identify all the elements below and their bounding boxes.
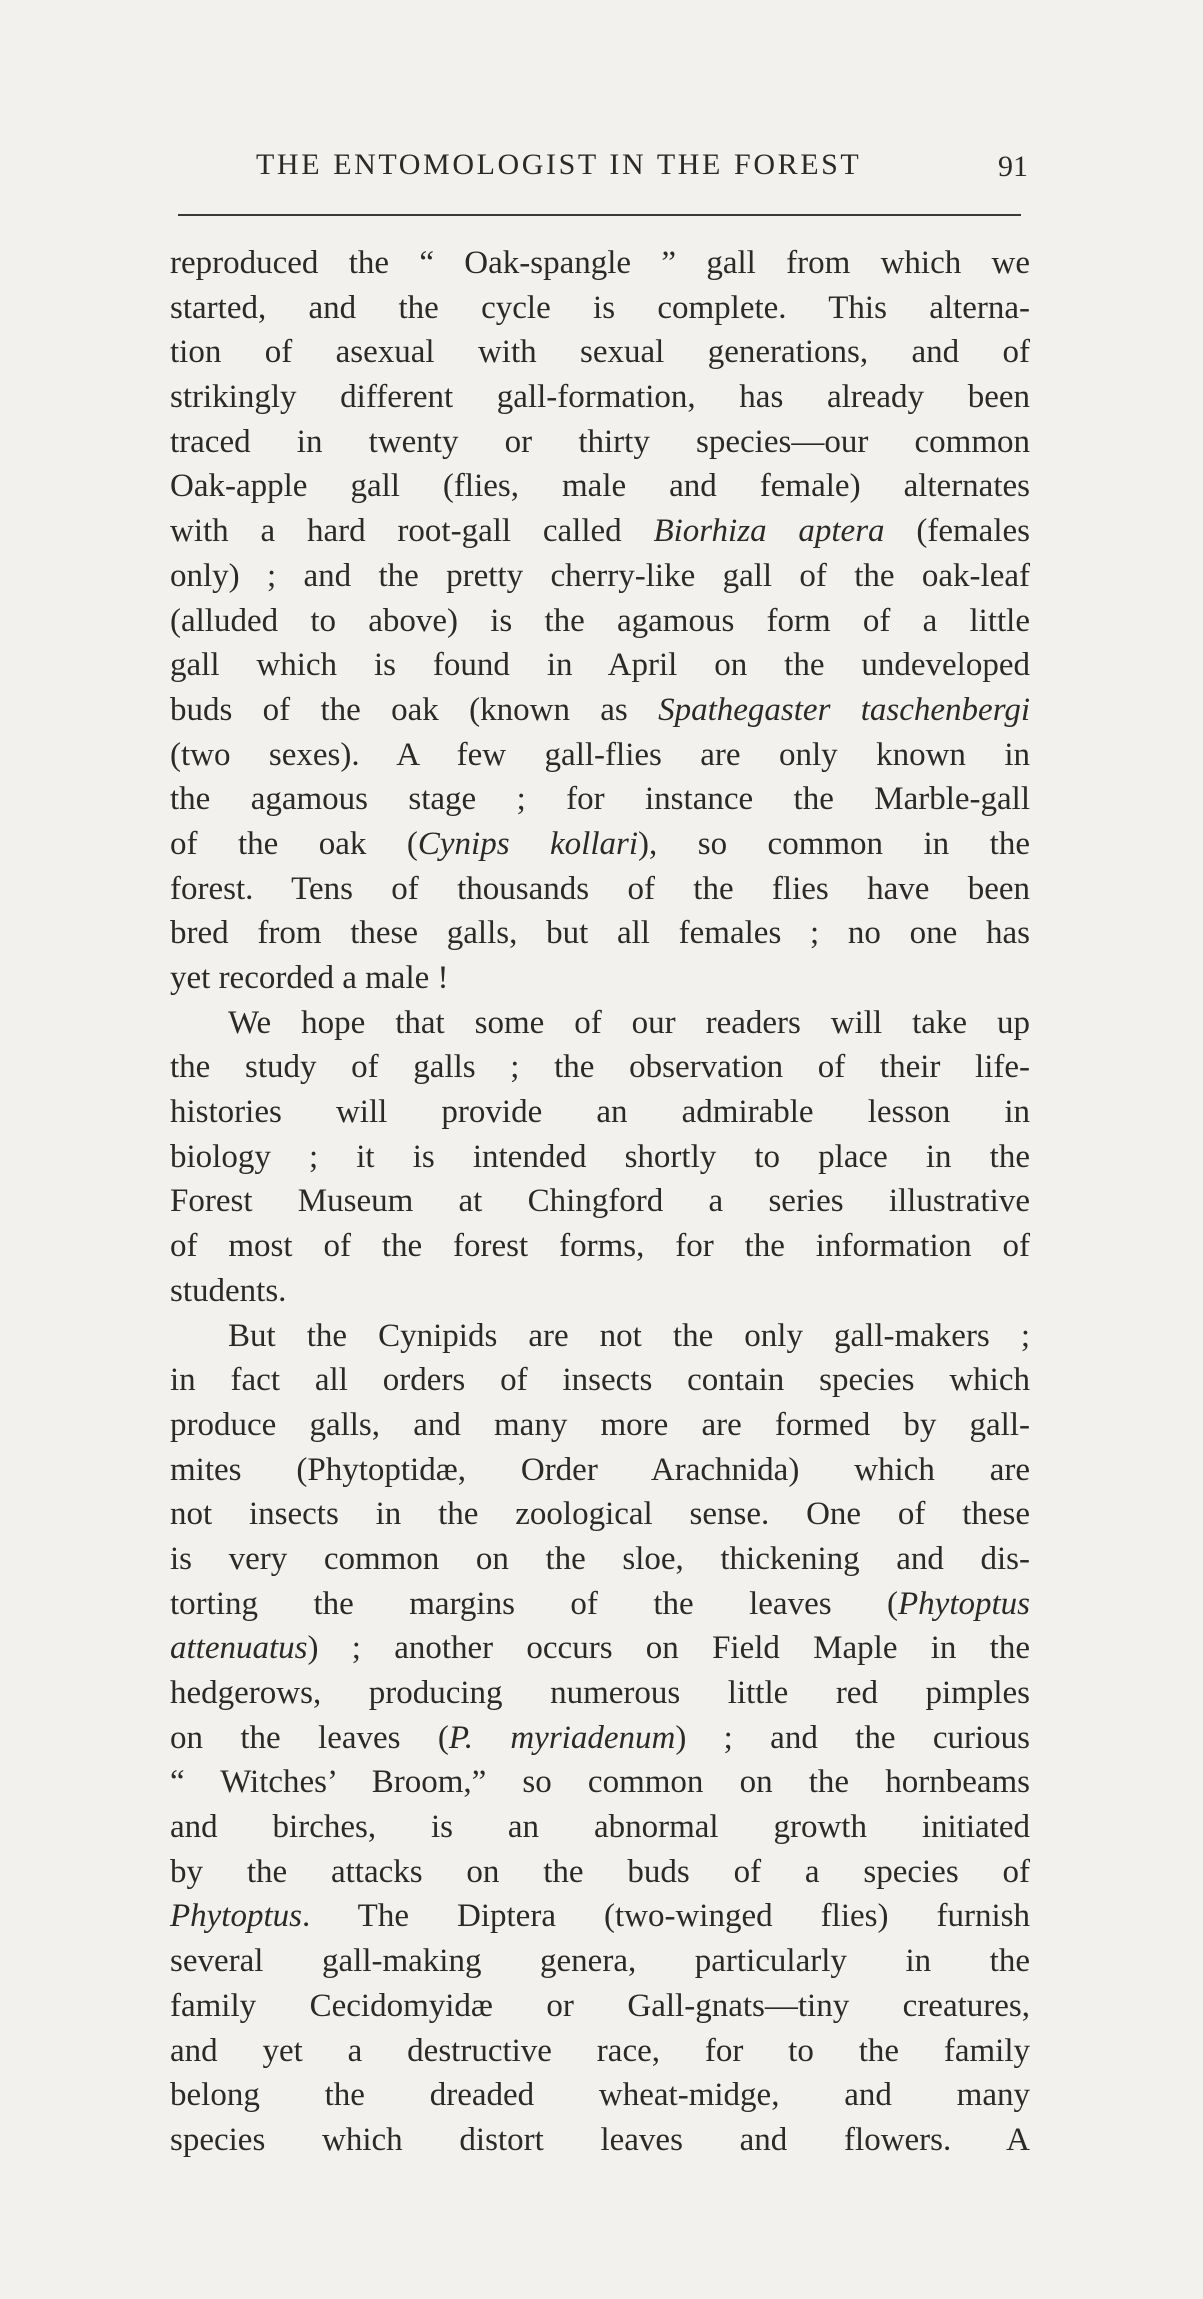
text-line: forest. Tens of thousands of the flies have been [170,870,1030,907]
running-head [168,148,1028,192]
text-line: with a hard root-gall called Biorhiza aptera (females [170,513,1030,550]
text-line: (alluded to above) is the agamous form of a little [170,602,1030,639]
text-line: But the Cynipids are not the only gall-makers ; [228,1317,1030,1354]
running-title: THE ENTOMOLOGIST IN THE FOREST [256,148,862,181]
text-line: of the oak (Cynips kollari), so common in the [170,825,1030,862]
text-line: hedgerows, producing numerous little red pimples [170,1675,1030,1711]
text-line: students. [170,1272,287,1309]
text-line: mites (Phytoptidæ, Order Arachnida) which are [170,1451,1030,1488]
body-text [170,241,1030,2163]
text-line: Forest Museum at Chingford a series illustrative [170,1183,1030,1220]
text-line: started, and the cycle is complete. This alterna- [170,289,1030,326]
text-line: family Cecidomyidæ or Gall-gnats—tiny creatures, [170,1987,1030,2024]
text-line: by the attacks on the buds of a species of [170,1853,1030,1890]
text-line: tion of asexual with sexual generations, and of [170,334,1030,371]
header-rule [178,214,1021,216]
text-line: and birches, is an abnormal growth initiated [170,1809,1030,1846]
text-line: torting the margins of the leaves (Phytoptus [170,1585,1030,1622]
text-line: in fact all orders of insects contain species which [170,1362,1030,1399]
text-line: not insects in the zoological sense. One of these [170,1496,1030,1533]
text-line: several gall-making genera, particularly in the [170,1943,1030,1980]
text-line: on the leaves (P. myriadenum) ; and the curious [170,1719,1030,1756]
page-number: 91 [998,150,1028,183]
text-line: produce galls, and many more are formed by gall- [170,1406,1030,1443]
text-line: is very common on the sloe, thickening and dis- [170,1540,1030,1577]
text-line: histories will provide an admirable lesson in [170,1094,1030,1131]
text-line: traced in twenty or thirty species—our common [170,423,1030,460]
text-line: bred from these galls, but all females ; no one has [170,915,1030,952]
text-line: biology ; it is intended shortly to place in the [170,1138,1030,1175]
text-line: “ Witches’ Broom,” so common on the hornbeams [170,1764,1030,1801]
text-line: species which distort leaves and flowers. A [170,2121,1030,2158]
text-line: gall which is found in April on the undeveloped [170,647,1030,684]
text-line: buds of the oak (known as Spathegaster taschenbergi [170,691,1030,728]
text-line: the study of galls ; the observation of their life- [170,1049,1030,1086]
text-line: strikingly different gall-formation, has already been [170,379,1030,416]
text-line: the agamous stage ; for instance the Marble-gall [170,781,1030,818]
text-line: Oak-apple gall (flies, male and female) alternates [170,468,1030,505]
text-line: of most of the forest forms, for the information of [170,1228,1030,1265]
text-line: Phytoptus. The Diptera (two-winged flies) furnish [170,1898,1030,1935]
text-line: and yet a destructive race, for to the family [170,2032,1030,2069]
text-line: yet recorded a male ! [170,960,449,996]
text-line: reproduced the “ Oak-spangle ” gall from which we [170,245,1030,281]
text-line: only) ; and the pretty cherry-like gall of the oak-leaf [170,557,1030,594]
text-line: (two sexes). A few gall-flies are only known in [170,736,1030,773]
text-line: attenuatus) ; another occurs on Field Maple in the [170,1630,1030,1667]
text-line: belong the dreaded wheat-midge, and many [170,2077,1030,2114]
text-line: We hope that some of our readers will take up [228,1004,1030,1041]
